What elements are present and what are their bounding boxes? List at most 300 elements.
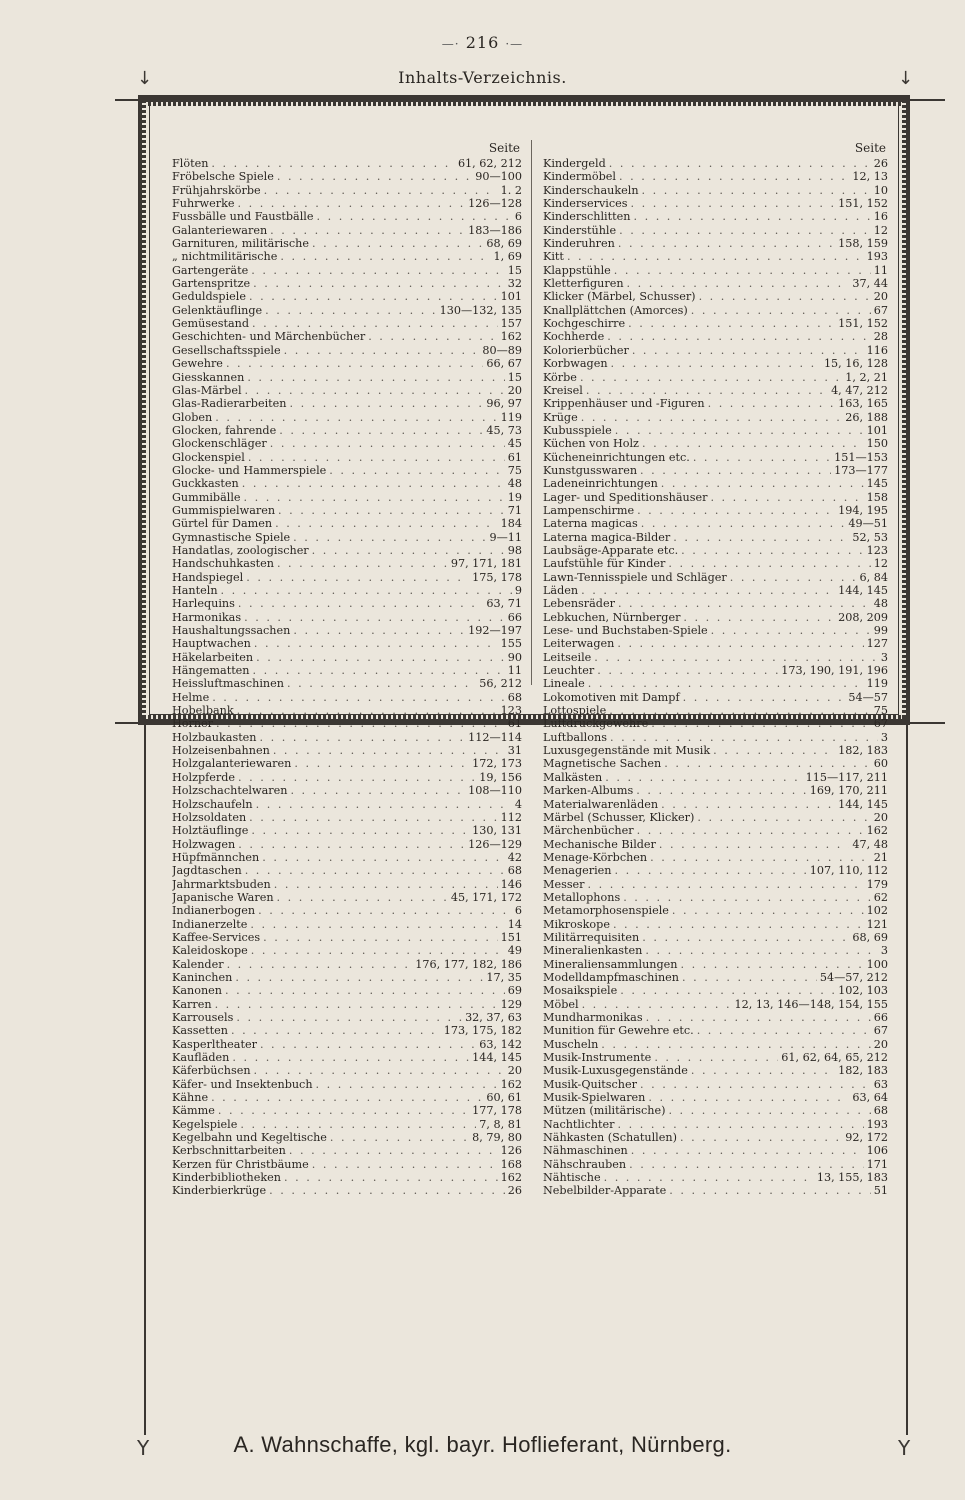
entry-name: Musik-Spielwaren: [543, 1091, 646, 1105]
entry-name: Karrousels: [172, 1011, 234, 1024]
entry-pages: 150: [866, 437, 888, 451]
entry-pages: 193: [866, 1117, 888, 1131]
entry-name: Handschuhkasten: [172, 557, 274, 571]
page-title: Inhalts-Verzeichnis.: [398, 68, 567, 87]
entry-name: Glockenschläger: [172, 437, 267, 451]
entry-pages: 4: [514, 797, 522, 811]
entry-pages: 151, 152: [838, 197, 888, 211]
entry-name: Glocken, fahrende: [172, 423, 277, 437]
entry-pages: 4, 47, 212: [831, 383, 888, 397]
index-entry: [543, 571, 888, 584]
entry-name: Kähne: [172, 1091, 209, 1105]
index-entry: [172, 611, 522, 624]
index-entry: [172, 237, 522, 250]
entry-pages: 68: [507, 690, 522, 704]
entry-pages: 158, 159: [838, 237, 888, 251]
entry-name: Kochherde: [543, 330, 605, 344]
entry-name: Japanische Waren: [172, 890, 274, 904]
index-entry: [543, 1011, 888, 1024]
index-entry: [543, 824, 888, 837]
entry-name: Militärrequisiten: [543, 930, 640, 944]
leader-dots: [247, 371, 504, 384]
entry-pages: 68, 69: [852, 930, 888, 944]
entry-name: Kassetten: [172, 1024, 228, 1038]
leader-dots: [269, 1184, 505, 1197]
leader-dots: [672, 904, 864, 917]
page-number: [0, 33, 965, 52]
entry-name: Menage-Körbchen: [543, 850, 648, 864]
index-entry: [543, 384, 888, 397]
index-entry: [543, 771, 888, 784]
entry-pages: 92, 172: [845, 1131, 888, 1145]
leader-dots: [615, 424, 864, 437]
entry-pages: 126: [500, 1144, 522, 1158]
entry-pages: 66, 67: [486, 357, 522, 371]
index-entry: [172, 1078, 522, 1091]
entry-name: Knallplättchen (Amorces): [543, 303, 688, 317]
entry-pages: 6: [514, 210, 522, 224]
index-entry: [172, 1024, 522, 1037]
entry-name: Kerzen für Christbäume: [172, 1157, 309, 1171]
right-entry-list: [543, 157, 888, 1198]
index-entry: [543, 184, 888, 197]
entry-pages: 116: [866, 343, 888, 357]
entry-name: Lager- und Speditionshäuser: [543, 490, 708, 504]
leader-dots: [708, 397, 836, 410]
entry-pages: 173—177: [834, 463, 888, 477]
entry-pages: 8, 79, 80: [472, 1131, 522, 1145]
entry-pages: 115—117, 211: [805, 770, 888, 784]
entry-name: Lebkuchen, Nürnberger: [543, 610, 681, 624]
leader-dots: [215, 998, 498, 1011]
entry-pages: 49—51: [848, 517, 888, 531]
index-entry: [543, 998, 888, 1011]
entry-pages: 119: [500, 410, 522, 424]
entry-pages: 7, 8, 81: [479, 1117, 522, 1131]
entry-name: Nebelbilder-Apparate: [543, 1184, 667, 1198]
frame-stem-right: [906, 725, 908, 1435]
entry-pages: 123: [866, 543, 888, 557]
leader-dots: [567, 250, 864, 263]
entry-name: Mechanische Bilder: [543, 837, 656, 851]
entry-pages: 20: [507, 383, 522, 397]
entry-name: Menagerien: [543, 864, 612, 878]
entry-pages: 60: [873, 757, 888, 771]
leader-dots: [218, 1104, 469, 1117]
leader-dots: [258, 904, 512, 917]
entry-pages: 3: [880, 730, 888, 744]
entry-pages: 75: [873, 704, 888, 718]
index-entry: [172, 864, 522, 877]
leader-dots: [238, 771, 476, 784]
entry-name: Kinderstühle: [543, 223, 617, 237]
entry-pages: 162: [866, 824, 888, 838]
leader-dots: [691, 1064, 835, 1077]
leader-dots: [631, 197, 836, 210]
entry-pages: 54—57, 212: [819, 970, 888, 984]
index-entry: [172, 184, 522, 197]
index-entry: [543, 344, 888, 357]
index-entry: [543, 757, 888, 770]
entry-pages: 126—128: [468, 197, 522, 211]
entry-name: Hängematten: [172, 664, 250, 678]
leader-dots: [211, 1091, 483, 1104]
leader-dots: [235, 971, 483, 984]
index-entry: [543, 931, 888, 944]
leader-dots: [651, 717, 871, 730]
leader-dots: [226, 357, 483, 370]
leader-dots: [693, 451, 831, 464]
leader-dots: [244, 611, 505, 624]
entry-name: Nähtische: [543, 1171, 601, 1185]
index-entry: [543, 290, 888, 303]
entry-pages: 16: [873, 210, 888, 224]
entry-name: Kaffee-Services: [172, 930, 261, 944]
index-entry: [543, 597, 888, 610]
index-entry: [543, 958, 888, 971]
entry-name: Metallophons: [543, 890, 621, 904]
entry-pages: 61, 62, 212: [457, 157, 522, 170]
entry-name: Malkästen: [543, 770, 603, 784]
entry-name: Holztäuflinge: [172, 824, 249, 838]
leader-dots: [265, 304, 436, 317]
leader-dots: [279, 424, 483, 437]
entry-name: Holzschachtelwaren: [172, 784, 288, 798]
index-entry: [543, 904, 888, 917]
index-entry: [172, 571, 522, 584]
index-entry: [543, 451, 888, 464]
leader-dots: [610, 731, 878, 744]
entry-name: Galanteriewaren: [172, 223, 268, 237]
leader-dots: [242, 477, 505, 490]
leader-dots: [673, 531, 849, 544]
index-entry: [543, 1024, 888, 1037]
entry-name: Kinderbibliotheken: [172, 1171, 281, 1185]
index-entry: [172, 584, 522, 597]
leader-dots: [284, 344, 480, 357]
entry-pages: 80—89: [482, 343, 522, 357]
entry-pages: 177, 178: [472, 1104, 522, 1118]
entry-name: Kücheneinrichtungen etc.: [543, 450, 690, 464]
index-entry: [543, 1078, 888, 1091]
index-entry: [172, 157, 522, 170]
footer-ornament-left: Y: [137, 1436, 150, 1460]
entry-pages: 14: [507, 917, 522, 931]
entry-name: Musik-Quitscher: [543, 1077, 637, 1091]
entry-pages: 112—114: [468, 730, 522, 744]
leader-dots: [249, 290, 498, 303]
entry-pages: 52, 53: [852, 530, 888, 544]
index-entry: [172, 757, 522, 770]
index-entry: [543, 664, 888, 677]
leader-dots: [316, 210, 511, 223]
leader-dots: [648, 1091, 849, 1104]
entry-name: Geduldspiele: [172, 290, 246, 304]
entry-name: Kunstgusswaren: [543, 463, 638, 477]
entry-pages: 61: [507, 450, 522, 464]
index-entry: [543, 424, 888, 437]
entry-pages: 54—57: [848, 690, 888, 704]
index-entry: [172, 344, 522, 357]
index-entry: [172, 264, 522, 277]
entry-pages: 19, 156: [479, 770, 522, 784]
index-entry: [172, 664, 522, 677]
entry-pages: 61: [507, 717, 522, 731]
entry-name: Muscheln: [543, 1037, 599, 1051]
ornament-right: ·—: [505, 37, 524, 51]
index-entry: [172, 731, 522, 744]
entry-pages: 158: [866, 490, 888, 504]
leader-dots: [637, 824, 864, 837]
entry-name: Harlequins: [172, 597, 235, 611]
entry-name: Kanonen: [172, 984, 222, 998]
entry-pages: 101: [866, 423, 888, 437]
leader-dots: [278, 504, 505, 517]
index-entry: [172, 491, 522, 504]
entry-pages: 97, 171, 181: [450, 557, 522, 571]
index-entry: [543, 317, 888, 330]
leader-dots: [604, 1171, 814, 1184]
entry-name: Lottospiele: [543, 704, 607, 718]
leader-dots: [211, 157, 455, 170]
index-entry: [172, 597, 522, 610]
entry-name: Kinderschlitten: [543, 210, 631, 224]
entry-pages: 90: [507, 650, 522, 664]
entry-name: Nähmaschinen: [543, 1144, 628, 1158]
index-entry: [543, 477, 888, 490]
entry-pages: 75: [507, 463, 522, 477]
index-entry: [172, 1051, 522, 1064]
entry-name: Jagdtaschen: [172, 864, 242, 878]
leader-dots: [582, 998, 732, 1011]
index-entry: [172, 197, 522, 210]
index-entry: [543, 798, 888, 811]
index-entry: [543, 677, 888, 690]
leader-dots: [256, 798, 512, 811]
entry-pages: 69: [507, 984, 522, 998]
entry-name: Handatlas, zoologischer: [172, 543, 309, 557]
entry-pages: 61, 62, 64, 65, 212: [781, 1051, 888, 1065]
entry-pages: 68: [873, 1104, 888, 1118]
leader-dots: [588, 878, 864, 891]
entry-pages: 193: [866, 250, 888, 264]
index-entry: [543, 744, 888, 757]
leader-dots: [642, 931, 849, 944]
leader-dots: [249, 811, 497, 824]
leader-dots: [618, 1118, 864, 1131]
index-entry: [543, 878, 888, 891]
index-entry: [172, 1131, 522, 1144]
entry-pages: 63: [873, 1077, 888, 1091]
index-entry: [543, 304, 888, 317]
index-entry: [543, 157, 888, 170]
index-entry: [543, 811, 888, 824]
entry-name: Märbel (Schusser, Klicker): [543, 810, 695, 824]
entry-name: Lineale: [543, 677, 585, 691]
entry-pages: 172, 173: [472, 757, 522, 771]
entry-pages: 119: [866, 677, 888, 691]
entry-name: Kitt: [543, 250, 564, 264]
entry-pages: 56, 212: [479, 677, 522, 691]
index-entry: [172, 1184, 522, 1197]
entry-name: Glocke- und Hammerspiele: [172, 463, 327, 477]
leader-dots: [231, 1024, 441, 1037]
leader-dots: [368, 330, 497, 343]
index-entry: [172, 958, 522, 971]
index-entry: [543, 264, 888, 277]
leader-dots: [640, 464, 831, 477]
index-entry: [543, 864, 888, 877]
entry-pages: 130—132, 135: [439, 303, 522, 317]
index-entry: [543, 277, 888, 290]
index-entry: [172, 170, 522, 183]
leader-dots: [294, 757, 469, 770]
entry-pages: 144, 145: [838, 797, 888, 811]
leader-dots: [251, 264, 505, 277]
index-entry: [543, 651, 888, 664]
leader-dots: [680, 1131, 842, 1144]
leader-dots: [654, 1051, 778, 1064]
frame-pattern-left: [142, 103, 146, 718]
leader-dots: [264, 184, 498, 197]
leader-dots: [636, 784, 806, 797]
entry-name: Glas-Märbel: [172, 383, 242, 397]
entry-pages: 182, 183: [838, 1064, 888, 1078]
entry-name: Kalender: [172, 957, 224, 971]
leader-dots: [250, 918, 504, 931]
leader-dots: [586, 384, 828, 397]
entry-name: Märchenbücher: [543, 824, 634, 838]
index-entry: [172, 317, 522, 330]
entry-name: Kinderbierkrüge: [172, 1184, 267, 1198]
leader-dots: [232, 1051, 469, 1064]
entry-pages: 173, 175, 182: [443, 1024, 522, 1038]
index-entry: [543, 1171, 888, 1184]
entry-pages: 1. 2: [500, 183, 522, 197]
index-entry: [172, 998, 522, 1011]
index-entry: [172, 1064, 522, 1077]
leader-dots: [697, 811, 870, 824]
entry-name: Kinderschaukeln: [543, 183, 639, 197]
entry-name: Möbel: [543, 997, 579, 1011]
index-entry: [172, 971, 522, 984]
leader-dots: [289, 397, 483, 410]
index-entry: [543, 371, 888, 384]
entry-pages: 49: [507, 944, 522, 958]
entry-pages: 98: [507, 543, 522, 557]
entry-pages: 157: [500, 317, 522, 331]
leader-dots: [251, 824, 469, 837]
entry-pages: 175, 178: [472, 570, 522, 584]
index-entry: [543, 891, 888, 904]
index-entry: [543, 330, 888, 343]
index-entry: [543, 944, 888, 957]
index-entry: [543, 531, 888, 544]
entry-name: Indianerbogen: [172, 904, 256, 918]
entry-pages: 108—110: [468, 784, 522, 798]
index-entry: [543, 971, 888, 984]
entry-pages: 15: [507, 263, 522, 277]
entry-pages: 90—100: [475, 170, 522, 184]
entry-pages: 32, 37, 63: [465, 1011, 522, 1024]
frame-stem-left: [144, 725, 146, 1435]
index-column-left: [172, 140, 522, 1198]
index-entry: [172, 531, 522, 544]
entry-name: Hanteln: [172, 584, 218, 597]
entry-name: Häkelarbeiten: [172, 650, 254, 664]
entry-name: Kubusspiele: [543, 423, 612, 437]
entry-pages: 68: [507, 864, 522, 878]
leader-dots: [216, 717, 505, 730]
leader-dots: [632, 344, 864, 357]
index-entry: [543, 411, 888, 424]
entry-pages: 9: [514, 584, 522, 597]
entry-pages: 12, 13: [852, 170, 888, 184]
index-entry: [172, 451, 522, 464]
index-entry: [543, 784, 888, 797]
entry-pages: 96, 97: [486, 397, 522, 411]
leader-dots: [661, 477, 864, 490]
entry-pages: 15: [507, 370, 522, 384]
entry-pages: 20: [873, 290, 888, 304]
index-entry: [172, 1104, 522, 1117]
entry-name: Nähschrauben: [543, 1157, 627, 1171]
leader-dots: [273, 744, 505, 757]
entry-pages: 63, 71: [486, 597, 522, 611]
index-entry: [172, 624, 522, 637]
entry-name: Laubsäge-Apparate etc.: [543, 543, 679, 557]
index-entry: [543, 584, 888, 597]
entry-pages: 63, 142: [479, 1037, 522, 1051]
index-entry: [543, 1038, 888, 1051]
index-entry: [172, 904, 522, 917]
entry-pages: 169, 170, 211: [809, 784, 888, 798]
leader-dots: [277, 170, 472, 183]
index-entry: [172, 704, 522, 717]
index-entry: [543, 1118, 888, 1131]
leader-dots: [253, 664, 505, 677]
entry-name: Leiterwagen: [543, 637, 615, 651]
entry-pages: 21: [873, 850, 888, 864]
index-entry: [172, 304, 522, 317]
leader-dots: [668, 557, 870, 570]
entry-pages: 101: [500, 290, 522, 304]
entry-name: Nachtlichter: [543, 1117, 615, 1131]
index-entry: [172, 1091, 522, 1104]
entry-name: Fuhrwerke: [172, 197, 235, 211]
entry-name: Lese- und Buchstaben-Spiele: [543, 624, 708, 638]
entry-name: Luxusgegenstände mit Musik: [543, 744, 711, 758]
index-entry: [543, 491, 888, 504]
column-divider: [531, 140, 532, 685]
index-entry: [172, 1158, 522, 1171]
entry-name: Gesellschaftsspiele: [172, 343, 281, 357]
index-entry: [543, 624, 888, 637]
index-entry: [172, 357, 522, 370]
entry-name: Hobelbank: [172, 704, 234, 718]
index-entry: [543, 250, 888, 263]
index-entry: [543, 1064, 888, 1077]
leader-dots: [614, 264, 871, 277]
index-entry: [543, 731, 888, 744]
leader-dots: [284, 1171, 498, 1184]
entry-name: Kindergeld: [543, 157, 606, 170]
entry-pages: 3: [880, 650, 888, 664]
entry-name: Holzwagen: [172, 837, 236, 851]
entry-pages: 144, 145: [838, 584, 888, 597]
index-entry: [543, 170, 888, 183]
frame-pattern-right: [902, 103, 906, 718]
